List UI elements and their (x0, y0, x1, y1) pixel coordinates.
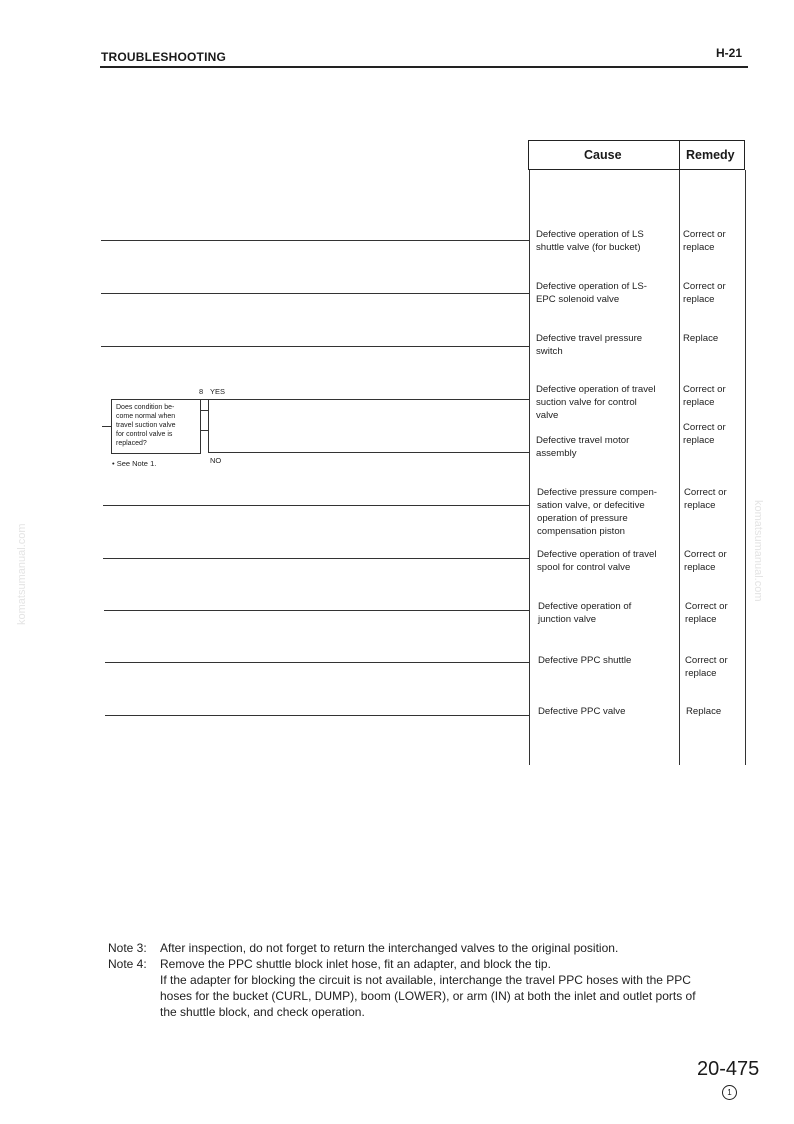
box-no-connector (201, 430, 209, 431)
watermark-left: komatsumanual.com (16, 523, 28, 625)
cause-line-no (208, 452, 529, 453)
cause-line-3 (101, 346, 529, 347)
note-3-label: Note 3: (108, 941, 147, 955)
note-4 (108, 956, 768, 1020)
page-number: 20-475 (697, 1058, 760, 1080)
cause-5: Defective travel motor assembly (536, 435, 630, 459)
revision-mark: 1 (722, 1085, 737, 1100)
cause-8: Defective operation of junction valve (538, 601, 632, 625)
notes-section (108, 940, 768, 1020)
table-header (528, 140, 745, 170)
remedy-5: Correct or replace (683, 422, 726, 446)
note-reference: • See Note 1. (112, 459, 157, 468)
note-4-label: Note 4: (108, 957, 147, 971)
remedy-9: Correct or replace (685, 655, 728, 679)
cause-9: Defective PPC shuttle (538, 655, 632, 666)
cause-4: Defective operation of travel suction valve for control valve (536, 384, 656, 421)
cause-line-1 (101, 240, 529, 241)
note-3-text: After inspection, do not forget to return the interchanged valves to the original position. (160, 941, 619, 955)
cause-line-yes (201, 399, 529, 400)
section-code: H-21 (716, 46, 743, 60)
cause-line-9 (105, 662, 529, 663)
no-label: NO (210, 456, 222, 465)
section-title: TROUBLESHOOTING (101, 50, 226, 64)
header-rule (100, 66, 748, 68)
watermark-right: komatsumanual.com (752, 500, 764, 602)
decision-box: Does condition be- come normal when travel suction valve for control valve is replaced? (111, 399, 201, 454)
remedy-header: Remedy (686, 148, 735, 162)
note-4-text: Remove the PPC shuttle block inlet hose, fit an adapter, and block the tip. If the adapter for blocking the circuit is not available, interchange the travel PPC hoses with the PPC hoses for the bucket (CURL, DUMP), boom (LOWER), or arm (IN) at both the inlet and outlet ports of the shuttle block, and check operation. (160, 957, 696, 1019)
box-yes-connector (201, 410, 209, 411)
cause-2: Defective operation of LS- EPC solenoid valve (536, 281, 647, 305)
table-right-border (745, 170, 746, 765)
cause-line-2 (101, 293, 529, 294)
yes-label: YES (210, 387, 226, 396)
cause-6: Defective pressure compen- sation valve, or defecitive operation of pressure compensation piston (537, 487, 657, 537)
remedy-3: Replace (683, 333, 719, 344)
cause-line-8 (104, 610, 529, 611)
question-number: 8 (199, 387, 204, 396)
box-input-connector (102, 426, 111, 427)
cause-1: Defective operation of LS shuttle valve (for bucket) (536, 229, 644, 253)
remedy-8: Correct or replace (685, 601, 728, 625)
remedy-10: Replace (686, 706, 722, 717)
cause-3: Defective travel pressure switch (536, 333, 643, 357)
yes-no-connector (208, 399, 209, 453)
remedy-7: Correct or replace (684, 549, 727, 573)
cause-line-6 (103, 505, 529, 506)
cause-7: Defective operation of travel spool for control valve (537, 549, 657, 573)
table-left-border (529, 170, 530, 765)
note-3 (108, 940, 768, 956)
table-column-divider (679, 170, 680, 765)
cause-line-7 (103, 558, 529, 559)
remedy-4: Correct or replace (683, 384, 726, 408)
remedy-1: Correct or replace (683, 229, 726, 253)
cause-10: Defective PPC valve (538, 706, 626, 717)
remedy-2: Correct or replace (683, 281, 726, 305)
header-divider (679, 141, 680, 169)
cause-header: Cause (584, 148, 622, 162)
cause-line-10 (105, 715, 529, 716)
remedy-6: Correct or replace (684, 487, 727, 511)
